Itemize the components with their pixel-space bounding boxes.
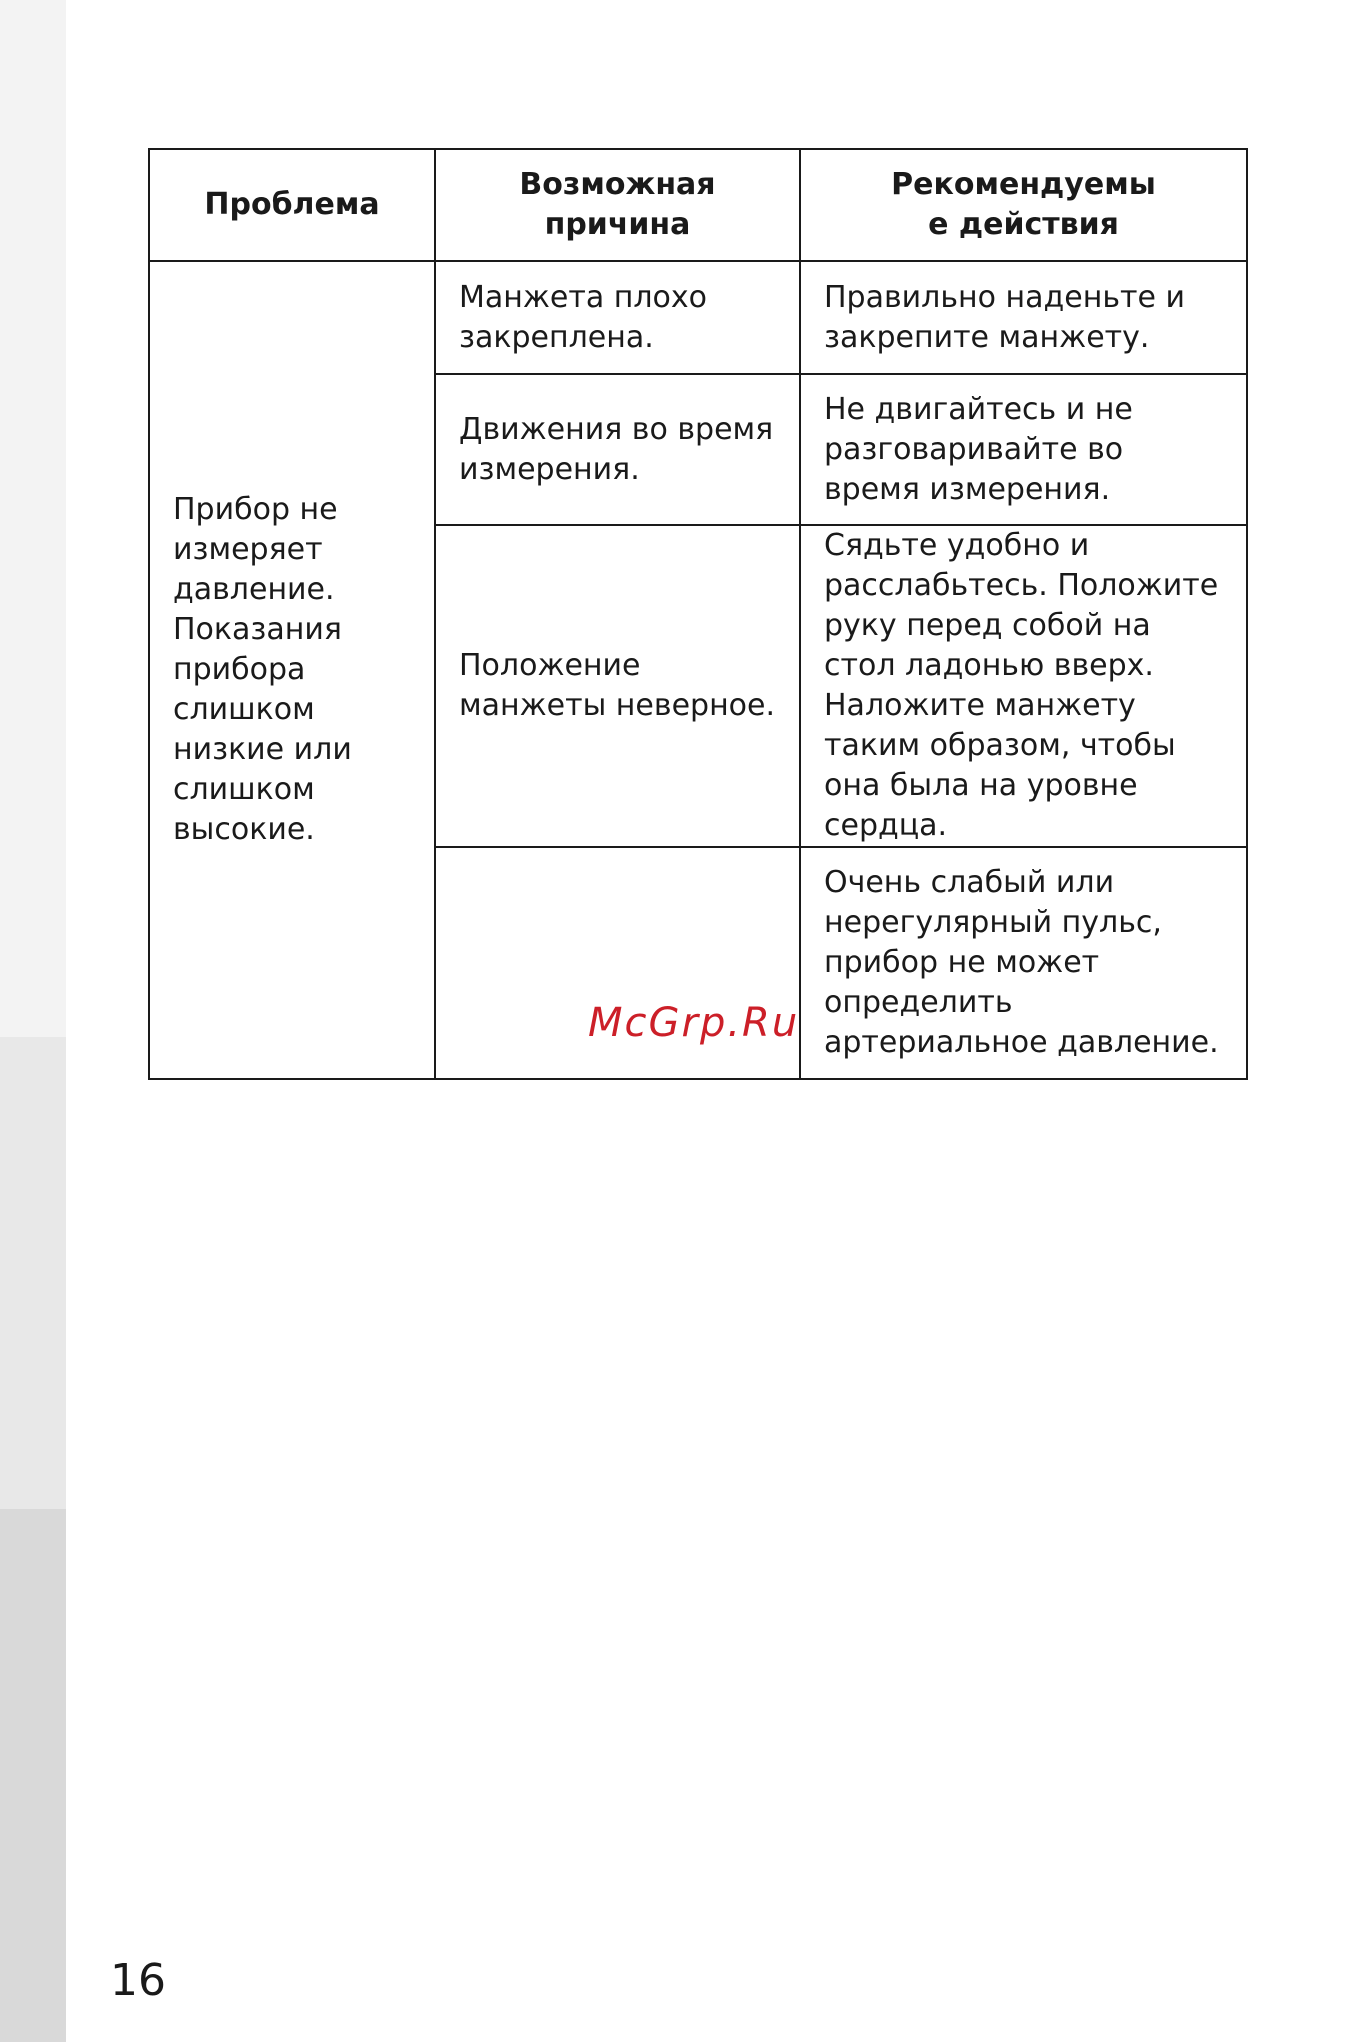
cause-cell: Движения во время измерения. bbox=[435, 374, 800, 525]
table-header-row bbox=[149, 149, 1247, 261]
side-strip-top bbox=[0, 0, 66, 1037]
header-problem: Проблема bbox=[149, 149, 435, 261]
watermark: McGrp.Ru bbox=[588, 1000, 800, 1046]
table-row bbox=[149, 261, 1247, 374]
troubleshooting-table bbox=[148, 148, 1248, 1080]
cause-cell: Положение манжеты неверное. bbox=[435, 525, 800, 847]
side-strip-bottom bbox=[0, 1509, 66, 2042]
action-cell: Очень слабый или нерегулярный пульс, прибор не может определить артериальное давление. bbox=[800, 847, 1247, 1079]
action-cell: Правильно наденьте и закрепите манжету. bbox=[800, 261, 1247, 374]
problem-cell: Прибор не измеряет давление. Показания прибора слишком низкие или слишком высокие. bbox=[149, 261, 435, 1079]
page-number: 16 bbox=[110, 1955, 166, 2006]
action-cell: Сядьте удобно и расслабьтесь. Положите руку перед собой на стол ладонью вверх. Наложите манжету таким образом, чтобы она была на уровне сердца. bbox=[800, 525, 1247, 847]
side-strip-middle bbox=[0, 1037, 66, 1509]
cause-cell: Манжета плохо закреплена. bbox=[435, 261, 800, 374]
header-action: Рекомендуемые действия bbox=[800, 149, 1247, 261]
header-cause: Возможная причина bbox=[435, 149, 800, 261]
action-cell: Не двигайтесь и не разговаривайте во время измерения. bbox=[800, 374, 1247, 525]
